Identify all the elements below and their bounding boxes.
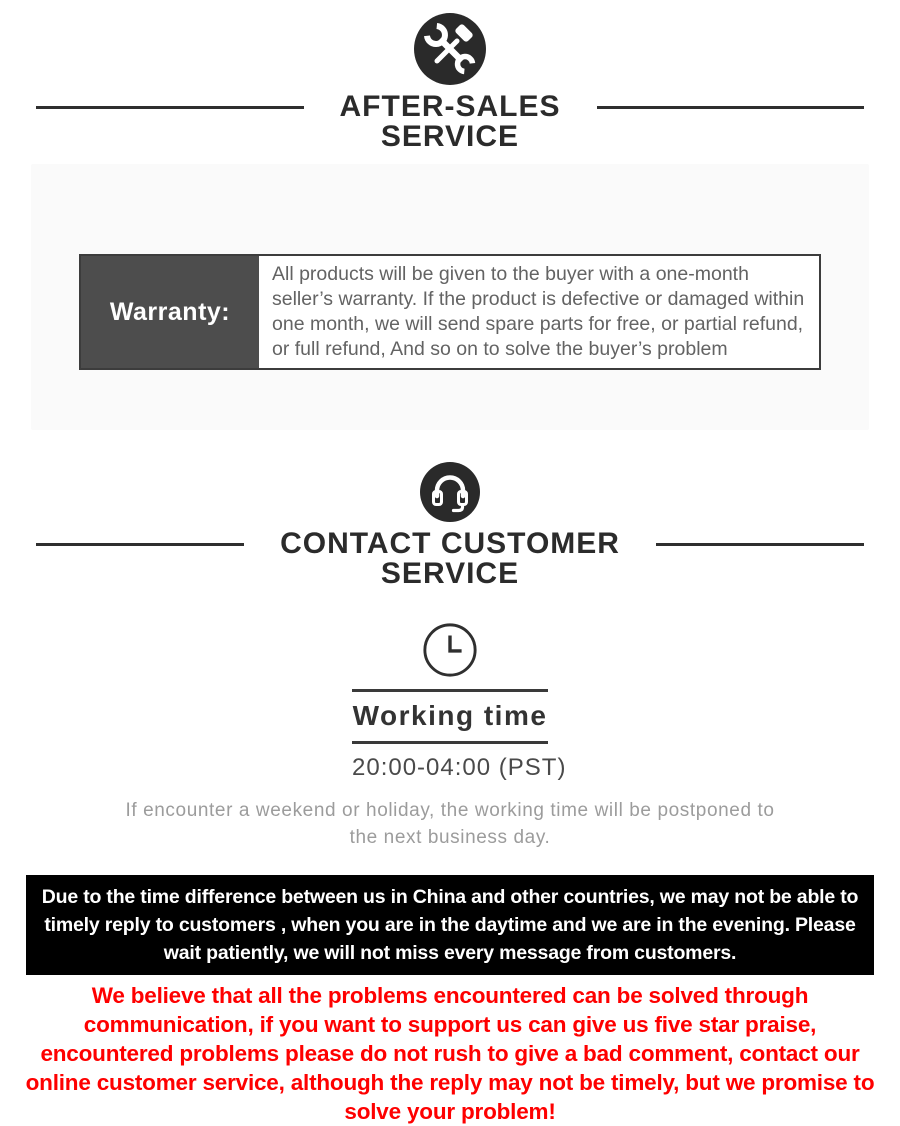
contact-header <box>0 529 900 589</box>
tools-icon <box>412 11 488 87</box>
time-difference-banner: Due to the time difference between us in China and other countries, we may not be able to timely reply to customers , when you are in the daytime and we are in the evening. Please wait patiently, we will not miss every message from customers. <box>26 875 874 975</box>
contact-title-line2: SERVICE <box>380 557 520 590</box>
communication-promise-note: We believe that all the problems encountered can be solved through communication, if you want to support us can give us five star praise, encountered problems please do not rush to give a bad comment, contact our online customer service, although the reply may not be timely, but we promise to solve your problem! <box>25 983 875 1124</box>
clock-icon <box>421 621 479 679</box>
warranty-label: Warranty: <box>81 256 259 368</box>
holiday-note: If encounter a weekend or holiday, the working time will be postponed to the next business day. <box>125 800 775 848</box>
working-time-title: Working time <box>352 700 548 731</box>
working-time-block <box>352 689 567 782</box>
after-sales-title-line1: AFTER-SALES <box>339 90 561 123</box>
warranty-box <box>79 254 821 370</box>
headset-icon <box>418 460 482 524</box>
warranty-panel <box>31 164 869 430</box>
tools-icon-graphic <box>412 11 488 87</box>
working-time-hours: 20:00-04:00 (PST) <box>352 754 567 781</box>
contact-title <box>280 529 620 589</box>
warranty-text: All products will be given to the buyer with a one-month seller’s warranty. If the product is defective or damaged within one month, we will send spare parts for free, or partial refund, or full refund, And so on to solve the buyer’s problem <box>272 263 805 360</box>
contact-title-line1: CONTACT CUSTOMER <box>280 527 620 560</box>
working-time-rule-bottom <box>352 741 548 744</box>
after-sales-header <box>0 92 900 152</box>
divider-line-left <box>36 543 244 546</box>
divider-line-left <box>36 106 304 109</box>
headset-icon-graphic <box>418 460 482 524</box>
after-sales-title-line2: SERVICE <box>380 120 520 153</box>
clock-icon-graphic <box>421 621 479 679</box>
divider-line-right <box>597 106 865 109</box>
divider-line-right <box>656 543 864 546</box>
after-sales-title <box>340 92 561 152</box>
